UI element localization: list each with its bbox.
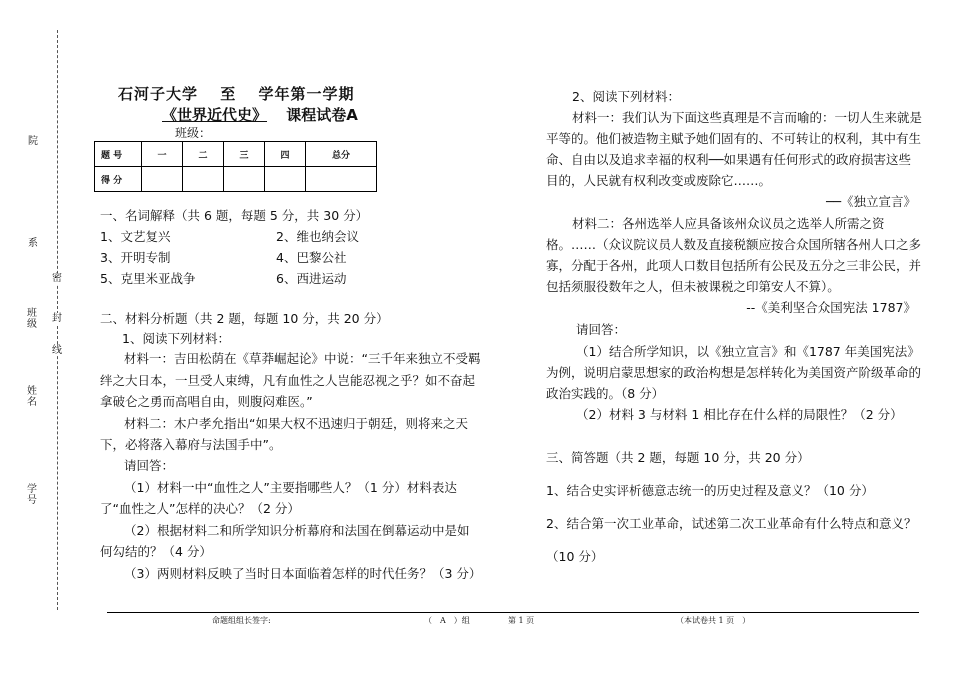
material-text: 下，必将落入幕府与法国手中”。 <box>100 437 282 452</box>
material-text: 包括须服役数年之人，但未被课税之印第安人不算）。 <box>546 279 840 294</box>
material-text: 拿破仑之勇而高唱自由，则腹闷难医。” <box>100 394 313 409</box>
material-text: 材料一：我们认为下面这些真理是不言而喻的：一切人生来就是 <box>572 110 923 125</box>
score-cell: 总分 <box>306 142 377 167</box>
student-id-label: 学号 <box>27 484 37 506</box>
score-header-row <box>95 142 377 167</box>
sub-question: （3）两则材料反映了当时日本面临着怎样的时代任务？（3 分） <box>124 566 482 581</box>
sub-question: 为例，说明启蒙思想家的政治构想是怎样转化为美国资产阶级革命的 <box>546 365 922 380</box>
score-input[interactable] <box>183 167 224 192</box>
material-text: 材料二：各州选举人应具备该州众议员之选举人所需之资 <box>572 216 885 231</box>
class-label: 班级 <box>27 308 37 330</box>
short-question: 2、结合第一次工业革命，试述第二次工业革命有什么特点和意义？ <box>546 516 917 531</box>
footer-total: （本试卷共 1 页 ） <box>676 616 751 625</box>
seal-char-mi: 密 <box>52 273 62 284</box>
sub-question: 何勾结的？（4 分） <box>100 544 212 559</box>
college-label: 院 <box>28 136 38 147</box>
footer-group: （ A ）组 <box>424 616 470 625</box>
score-input[interactable] <box>265 167 306 192</box>
term-item: 5、克里米亚战争 <box>100 271 196 286</box>
score-cell: 二 <box>183 142 224 167</box>
score-value-row <box>95 167 377 192</box>
material-text: 材料一：吉田松荫在《草莽崛起论》中说：“三千年来独立不受羁 <box>124 351 481 366</box>
source-citation: --《美利坚合众国宪法 1787》 <box>746 300 916 315</box>
short-question: 1、结合史实评析德意志统一的历史过程及意义？（10 分） <box>546 483 874 498</box>
question-title: 1、阅读下列材料： <box>122 331 230 346</box>
answer-prompt: 请回答： <box>124 458 175 473</box>
sub-question: （2）根据材料二和所学知识分析幕府和法国在倒幕运动中是如 <box>124 523 470 538</box>
course-title: 《世界近代史》 <box>162 106 268 124</box>
source-citation: ──《独立宣言》 <box>825 194 916 209</box>
material-text: 格。……（众议院议员人数及直接税额应按合众国所辖各州人口之多 <box>546 237 922 252</box>
score-input[interactable] <box>306 167 377 192</box>
answer-prompt: 请回答： <box>576 322 627 337</box>
term-item: 2、维也纳会议 <box>276 229 359 244</box>
sub-question: （1）材料一中“血性之人”主要指哪些人？（1 分）材料表达 <box>124 480 457 495</box>
score-cell: 三 <box>224 142 265 167</box>
seal-char-feng: 封 <box>52 313 62 324</box>
term-item: 4、巴黎公社 <box>276 250 347 265</box>
term-item: 6、西进运动 <box>276 271 347 286</box>
footer-signature: 命题组组长签字: <box>212 616 271 625</box>
course-name <box>162 104 358 125</box>
score-input[interactable] <box>142 167 183 192</box>
department-label: 系 <box>28 238 38 249</box>
footer-rule <box>107 612 919 613</box>
score-cell: 四 <box>265 142 306 167</box>
score-table <box>94 141 377 192</box>
sub-question: （2）材料 3 与材料 1 相比存在什么样的局限性？（2 分） <box>576 407 903 422</box>
question-title: 2、阅读下列材料： <box>572 89 680 104</box>
score-cell: 题 号 <box>95 142 142 167</box>
sub-question: （1）结合所学知识，以《独立宣言》和《1787 年美国宪法》 <box>576 344 920 359</box>
material-text: 寡，分配于各州，此项人口数目包括所有公民及五分之三非公民，并 <box>546 258 922 273</box>
short-question-points: （10 分） <box>546 549 604 564</box>
material-text: 平等的。他们被造物主赋予她们固有的、不可转让的权利，其中有生 <box>546 131 922 146</box>
section3-heading: 三、简答题（共 2 题，每题 10 分，共 20 分） <box>546 450 810 465</box>
material-text: 目的，人民就有权利改变或废除它……。 <box>546 173 772 188</box>
score-cell: 得 分 <box>95 167 142 192</box>
class-field: 班级： <box>175 126 212 140</box>
material-text: 命、自由以及追求幸福的权利──如果遇有任何形式的政府损害这些 <box>546 152 912 167</box>
material-text: 绊之大日本，一旦受人束缚，凡有血性之人岂能忍视之乎？如不奋起 <box>100 373 476 388</box>
section2-heading: 二、材料分析题（共 2 题，每题 10 分，共 20 分） <box>100 311 389 326</box>
section1-heading: 一、名词解释（共 6 题，每题 5 分，共 30 分） <box>100 208 369 223</box>
term-item: 1、文艺复兴 <box>100 229 171 244</box>
seal-char-xian: 线 <box>52 345 62 356</box>
paper-label: 课程试卷A <box>286 106 358 124</box>
sub-question: 了“血性之人”怎样的决心？（2 分） <box>100 501 300 516</box>
material-text: 材料二：木户孝允指出“如果大权不迅速归于朝廷，则将来之天 <box>124 416 468 431</box>
sub-question: 政治实践的。（8 分） <box>546 386 665 401</box>
name-label: 姓名 <box>27 386 37 408</box>
exam-title: 石河子大学 至 学年第一学期 <box>118 85 355 103</box>
score-cell: 一 <box>142 142 183 167</box>
footer-page: 第 1 页 <box>508 616 535 625</box>
term-item: 3、开明专制 <box>100 250 171 265</box>
score-input[interactable] <box>224 167 265 192</box>
